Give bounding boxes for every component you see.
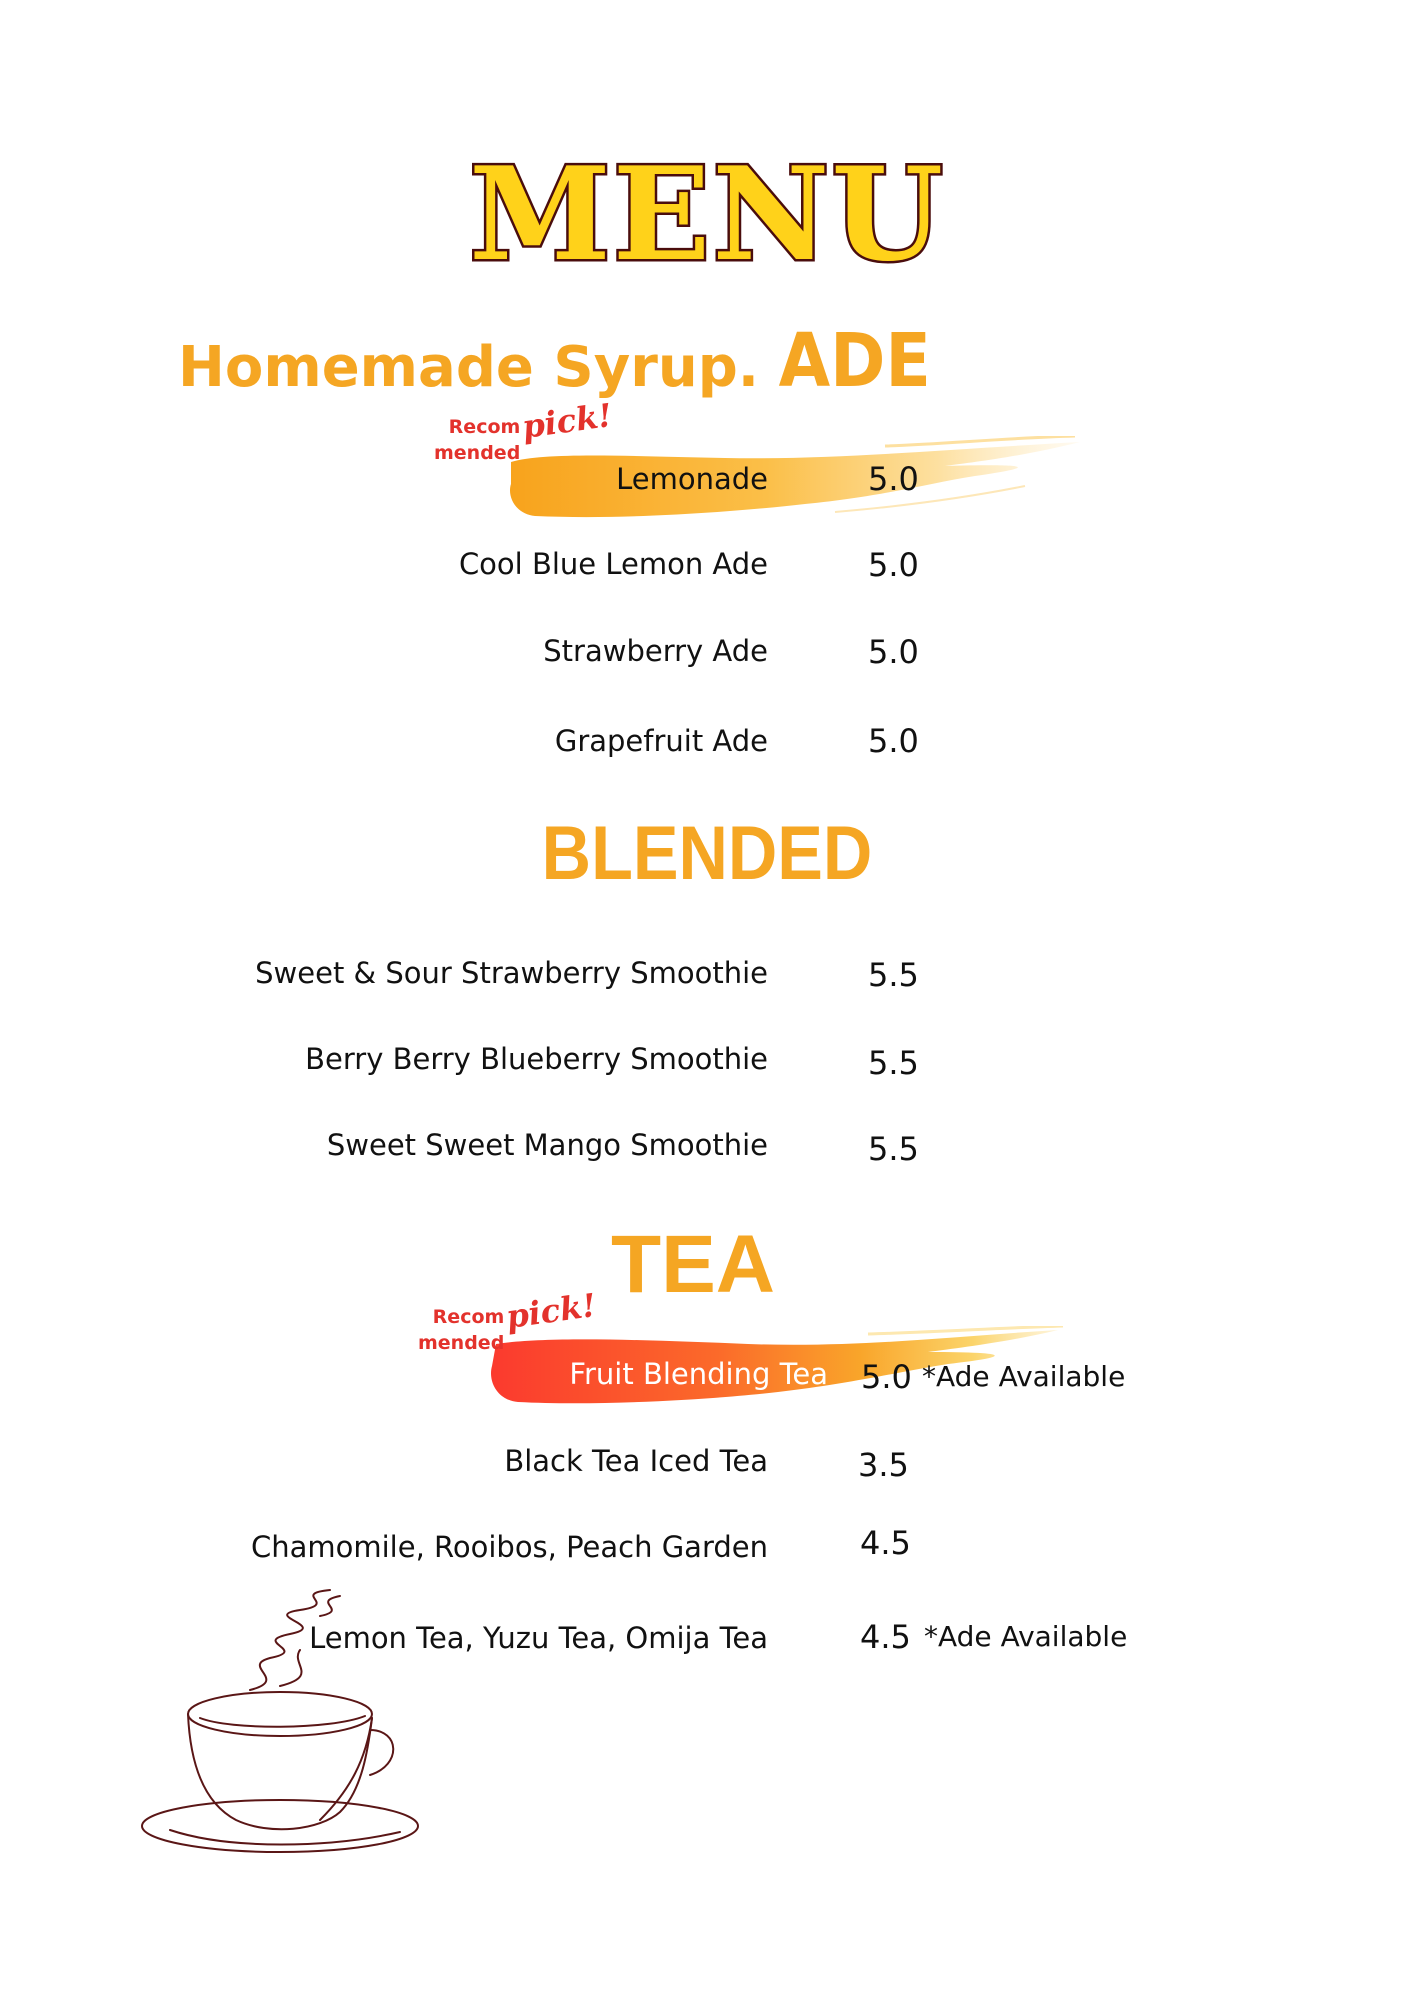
recommended-label-tea: [418, 1304, 504, 1356]
menu-item-price: 3.5: [858, 1446, 909, 1484]
ade-available-note: *Ade Available: [924, 1620, 1128, 1653]
highlight-brush-lemonade: [505, 436, 1085, 526]
ade-available-note: *Ade Available: [922, 1360, 1126, 1393]
tea-section-title: TEA: [611, 1219, 775, 1310]
menu-item-name: Sweet & Sour Strawberry Smoothie: [255, 956, 768, 990]
menu-item-name: Grapefruit Ade: [554, 724, 768, 758]
pick-badge-tea: pick!: [503, 1285, 599, 1337]
menu-item-price: 4.5: [860, 1524, 911, 1562]
menu-item-name: Chamomile, Rooibos, Peach Garden: [250, 1530, 768, 1564]
recommended-line2: mended: [434, 442, 521, 464]
menu-item-price: 5.0: [861, 1358, 912, 1396]
menu-item-name: Berry Berry Blueberry Smoothie: [305, 1042, 768, 1076]
menu-item-price: 5.0: [868, 633, 919, 671]
menu-item-name: Black Tea Iced Tea: [504, 1444, 768, 1478]
recommended-label-ade: [434, 414, 520, 466]
menu-item-name: Lemon Tea, Yuzu Tea, Omija Tea: [309, 1621, 768, 1655]
pick-badge-ade: pick!: [519, 395, 615, 447]
menu-item-price: 5.5: [868, 956, 919, 994]
menu-title: MENU: [469, 140, 945, 290]
menu-item-price: 4.5: [860, 1618, 911, 1656]
menu-item-name: Lemonade: [616, 462, 768, 496]
menu-item-price: 5.5: [868, 1044, 919, 1082]
menu-item-price: 5.0: [868, 546, 919, 584]
menu-item-price: 5.0: [868, 722, 919, 760]
menu-item-name: Sweet Sweet Mango Smoothie: [326, 1128, 768, 1162]
menu-item-price: 5.5: [868, 1130, 919, 1168]
menu-item-price: 5.0: [868, 460, 919, 498]
blended-section-title: BLENDED: [541, 811, 873, 896]
recommended-line2: mended: [418, 1332, 505, 1354]
recommended-line1: Recom: [448, 416, 521, 438]
menu-item-name: Cool Blue Lemon Ade: [458, 547, 768, 581]
ade-title-suffix: ADE: [778, 318, 931, 404]
menu-item-name: Fruit Blending Tea: [569, 1357, 828, 1391]
ade-section-title: [178, 318, 931, 404]
recommended-line1: Recom: [432, 1306, 505, 1328]
teacup-line-icon: [140, 1580, 440, 1870]
ade-title-prefix: Homemade Syrup.: [178, 335, 760, 400]
menu-item-name: Strawberry Ade: [543, 634, 768, 668]
